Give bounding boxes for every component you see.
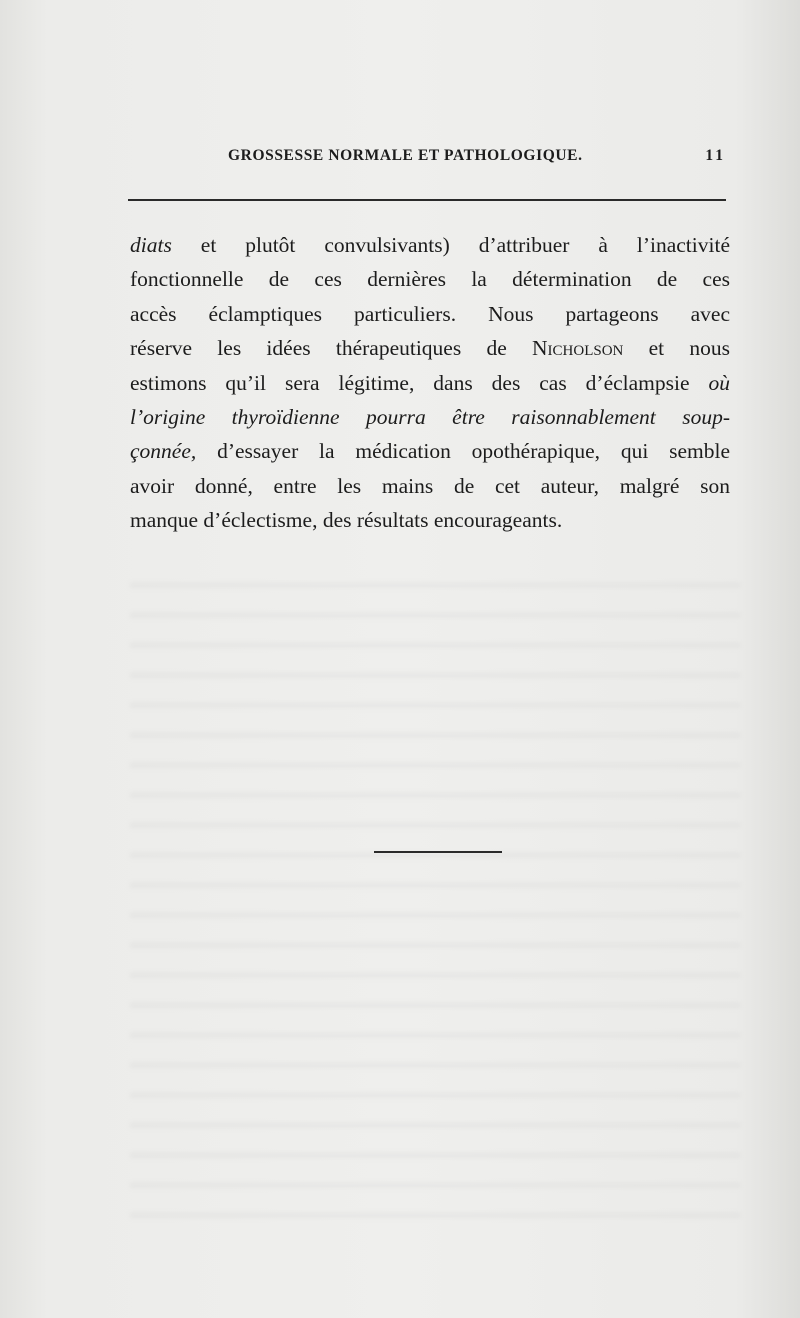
text-segment: et nous (623, 336, 730, 361)
text-line (130, 228, 730, 262)
text-segment: et plutôt convulsivants) d’attribuer à l’inactivité (171, 233, 730, 257)
text-segment: réserve les idées thérapeutiques de (130, 336, 532, 361)
body-paragraph (130, 228, 730, 538)
italic-text: çonnée, (130, 439, 197, 464)
italic-text: diats (130, 233, 172, 257)
text-line: manque d’éclectisme, des résultats encourageants. (130, 508, 563, 533)
header-rule (128, 199, 726, 201)
section-end-rule (374, 851, 502, 853)
page-number: 11 (705, 147, 726, 164)
text-segment: d’essayer la médication opothérapique, qui semble (196, 439, 730, 464)
text-line: avoir donné, entre les mains de cet auteur, malgré son (130, 473, 730, 498)
text-line (130, 331, 730, 365)
text-segment: estimons qu’il sera légitime, dans des cas d’éclampsie (130, 370, 709, 395)
page-header (130, 147, 726, 169)
text-line: l’origine thyroïdienne pourra être raisonnablement soup- (130, 405, 730, 430)
text-line: accès éclamptiques particuliers. Nous partageons avec (130, 301, 730, 326)
text-line: fonctionnelle de ces dernières la détermination de ces (130, 267, 730, 292)
running-title: GROSSESSE NORMALE ET PATHOLOGIQUE. (228, 147, 583, 164)
show-through-texture (130, 560, 740, 1220)
text-line (130, 366, 730, 400)
italic-text: où (708, 370, 730, 395)
author-name: Nicholson (532, 336, 624, 361)
text-line (130, 434, 730, 468)
